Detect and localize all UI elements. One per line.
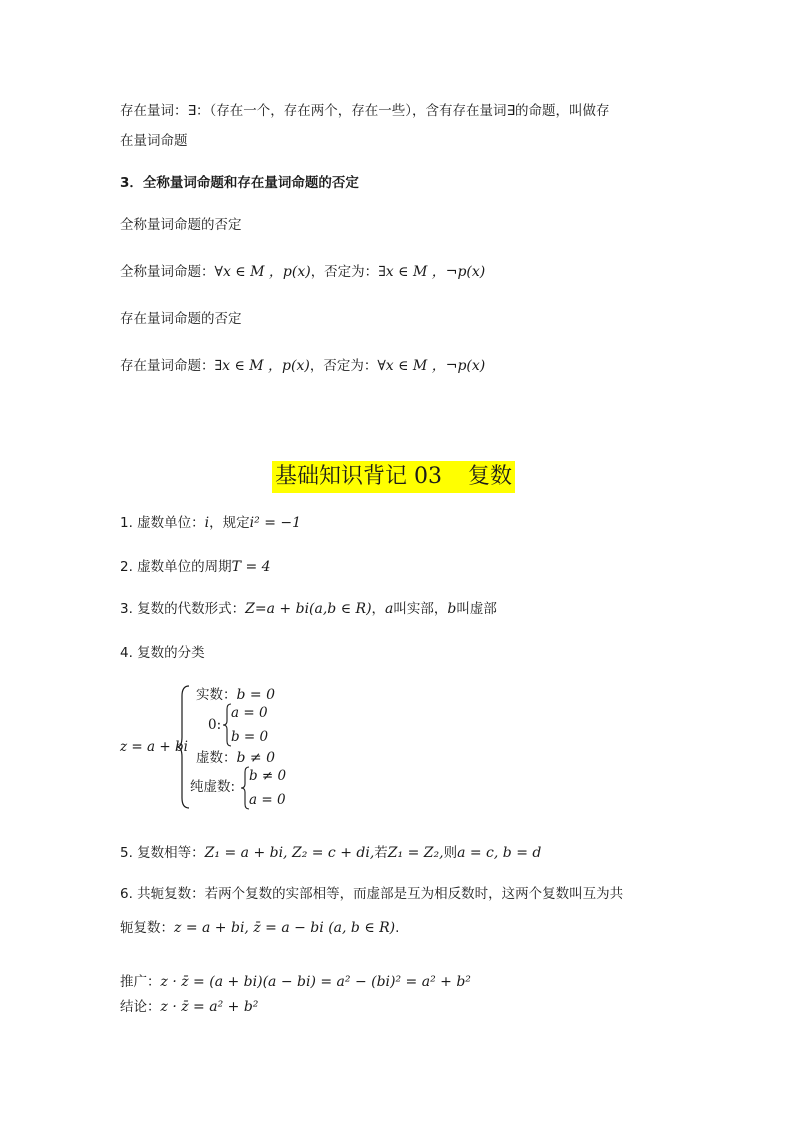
class-zero-a: a = 0 — [231, 705, 268, 721]
item-3-formula: Z=a + bi(a,b ∈ R) — [245, 601, 372, 617]
item-5-formula-1: Z₁ = a + bi, Z₂ = c + di, — [204, 845, 375, 861]
item-5-label: 5. 复数相等： — [120, 845, 205, 861]
class-real-cond: b = 0 — [236, 687, 275, 703]
banner-right-text: 复数 — [468, 464, 513, 489]
class-imag-row — [196, 749, 275, 767]
item-2-period — [120, 557, 271, 577]
universal-negation-line — [120, 262, 485, 282]
conclusion-formula: z · z̄ = a² + b² — [160, 999, 259, 1015]
item-5-formula-2: Z₁ = Z₂, — [387, 845, 444, 861]
class-pure-a: a = 0 — [249, 792, 286, 808]
section-banner — [272, 461, 515, 493]
class-z-expr: z = a + bi — [120, 739, 188, 755]
banner-left-text: 基础知识背记 03 — [275, 464, 442, 489]
item-6-formula: z = a + bi, z̄ = a − bi (a, b ∈ R) — [174, 920, 396, 936]
item-5-formula-3: a = c, b = d — [457, 845, 542, 861]
class-imag-cond: b ≠ 0 — [236, 750, 275, 766]
item-1-i: i — [204, 515, 210, 531]
exist-quantifier-line-2: 在量词命题 — [120, 133, 188, 149]
item-3-a: a — [385, 601, 394, 617]
existential-negation-line — [120, 356, 485, 376]
item-1-mid: ，规定 — [209, 515, 250, 531]
item-1-imaginary-unit — [120, 513, 301, 533]
item-4-classification: 4. 复数的分类 — [120, 645, 205, 661]
existential-prefix: 存在量词命题： — [120, 358, 215, 374]
section-3-heading: 3．全称量词命题和存在量词命题的否定 — [120, 175, 359, 191]
item-3-real-part: 叫实部， — [393, 601, 448, 617]
item-6-end: . — [395, 920, 400, 936]
item-5-then: 则 — [443, 845, 458, 861]
exist-quantifier-line-1: 存在量词：∃：（存在一个，存在两个，存在一些），含有存在量词∃的命题，叫做存 — [120, 103, 610, 119]
extension-formula: z · z̄ = (a + bi)(a − bi) = a² − (bi)² = a² + b² — [160, 974, 471, 990]
item-1-label: 1. 虚数单位： — [120, 515, 205, 531]
item-6-conjugate-line-2 — [120, 918, 399, 938]
existential-negation-subheading: 存在量词命题的否定 — [120, 311, 242, 327]
item-5-if: 若 — [374, 845, 388, 861]
existential-negation-mid: ，否定为： — [309, 358, 378, 374]
class-pure-label: 纯虚数: — [190, 779, 236, 795]
universal-formula: ∀x ∈ M ，p(x) — [214, 264, 311, 280]
item-5-equality — [120, 843, 541, 863]
item-3-label: 3. 复数的代数形式： — [120, 601, 246, 617]
conclusion-label: 结论： — [120, 999, 161, 1015]
item-6-conjugate-line-1: 6. 共轭复数：若两个复数的实部相等，而虚部是互为相反数时，这两个复数叫互为共 — [120, 886, 624, 902]
universal-prefix: 全称量词命题： — [120, 264, 215, 280]
item-3-b: b — [447, 601, 457, 617]
class-zero-label: 0: — [208, 717, 222, 733]
class-imag-label: 虚数： — [196, 750, 237, 766]
existential-formula: ∃x ∈ M ，p(x) — [214, 358, 310, 374]
item-2-label: 2. 虚数单位的周期 — [120, 559, 232, 575]
item-2-formula: T = 4 — [231, 559, 271, 575]
class-pure-b: b ≠ 0 — [249, 768, 287, 784]
class-real-row — [196, 686, 275, 704]
conclusion-line — [120, 997, 258, 1017]
item-3-imag-part: 叫虚部 — [456, 601, 497, 617]
item-1-formula: i² = −1 — [249, 515, 302, 531]
item-3-algebraic-form: 3. 复数的代数形式：Z=a + bi(a,b ∈ R)，a叫实部，b叫虚部 — [120, 601, 497, 617]
item-6-prefix: 轭复数： — [120, 920, 174, 936]
universal-negation-mid: ，否定为： — [310, 264, 379, 280]
existential-negated-formula: ∀x ∈ M ，¬p(x) — [377, 358, 486, 374]
extension-line — [120, 972, 471, 992]
class-zero-b: b = 0 — [231, 729, 269, 745]
universal-negated-formula: ∃x ∈ M ，¬p(x) — [378, 264, 486, 280]
class-real-label: 实数： — [196, 687, 237, 703]
extension-label: 推广： — [120, 974, 161, 990]
universal-negation-subheading: 全称量词命题的否定 — [120, 217, 242, 233]
